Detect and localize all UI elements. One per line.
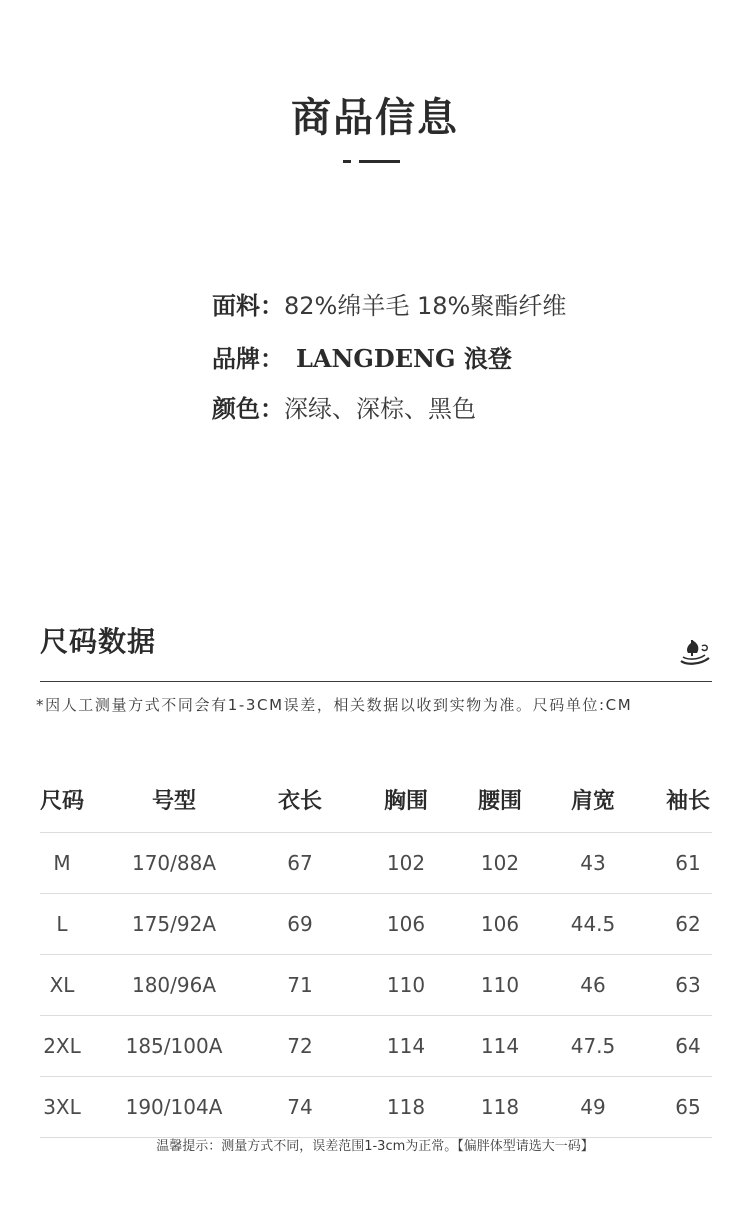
fabric-row [212, 286, 566, 321]
brand-row [212, 339, 512, 374]
table-cell: 180/96A [131, 973, 217, 997]
table-cell: 175/92A [131, 912, 217, 936]
table-cell: 62 [675, 912, 701, 936]
table-cell: 43 [580, 851, 606, 875]
table-cell: 74 [287, 1095, 313, 1119]
color-value: 深绿、深棕、黑色 [284, 395, 476, 423]
table-cell: 63 [675, 973, 701, 997]
table-cell: 65 [675, 1095, 701, 1119]
table-cell: 44.5 [570, 912, 616, 936]
table-cell: 106 [480, 912, 520, 936]
table-cell: 67 [287, 851, 313, 875]
table-row [40, 1016, 712, 1077]
header-cell: 衣长 [277, 789, 323, 814]
underline-bar [359, 160, 400, 163]
table-cell: 118 [386, 1095, 426, 1119]
table-cell: 71 [287, 973, 313, 997]
color-row [212, 389, 476, 424]
table-cell: L [56, 912, 68, 936]
table-cell: 190/104A [125, 1095, 223, 1119]
header-cell: 肩宽 [570, 789, 616, 814]
table-row [40, 833, 712, 894]
color-label: 颜色： [212, 395, 284, 423]
page-title: 商品信息 [291, 95, 459, 141]
table-row [40, 1077, 712, 1138]
table-cell: 102 [386, 851, 426, 875]
header-cell: 腰围 [477, 789, 523, 814]
table-cell: 185/100A [125, 1034, 223, 1058]
table-cell: 2XL [43, 1034, 81, 1058]
table-row [40, 894, 712, 955]
measurement-tip: 温馨提示：测量方式不同，误差范围1-3cm为正常。【偏胖体型请选大一码】 [156, 1139, 594, 1154]
table-cell: 102 [480, 851, 520, 875]
table-cell: 72 [287, 1034, 313, 1058]
table-cell: M [53, 851, 71, 875]
size-section-title: 尺码数据 [40, 625, 157, 658]
brand-value: LANGDENG 浪登 [296, 344, 512, 373]
fabric-label: 面料： [212, 292, 284, 320]
size-note: *因人工测量方式不同会有1-3CM误差，相关数据以收到实物为准。尺码单位:CM [36, 696, 633, 714]
size-section-divider [40, 681, 712, 682]
table-row [40, 955, 712, 1016]
table-cell: 110 [480, 973, 520, 997]
table-cell: 3XL [43, 1095, 81, 1119]
table-cell: XL [49, 973, 75, 997]
header-cell: 号型 [151, 789, 197, 814]
header-cell: 袖长 [665, 789, 711, 814]
table-cell: 110 [386, 973, 426, 997]
table-cell: 46 [580, 973, 606, 997]
table-cell: 170/88A [131, 851, 217, 875]
table-cell: 61 [675, 851, 701, 875]
brand-label: 品牌： [212, 345, 284, 373]
table-cell: 47.5 [570, 1034, 616, 1058]
table-cell: 114 [386, 1034, 426, 1058]
underline-dot [343, 160, 351, 163]
table-cell: 114 [480, 1034, 520, 1058]
header-cell: 尺码 [39, 789, 85, 814]
table-cell: 118 [480, 1095, 520, 1119]
table-header-row [40, 772, 712, 833]
brand-logo-icon [678, 634, 712, 668]
table-cell: 49 [580, 1095, 606, 1119]
table-cell: 69 [287, 912, 313, 936]
table-cell: 64 [675, 1034, 701, 1058]
size-table [40, 772, 712, 1138]
fabric-value: 82%绵羊毛 18%聚酯纤维 [284, 292, 567, 320]
header-cell: 胸围 [383, 789, 429, 814]
table-cell: 106 [386, 912, 426, 936]
